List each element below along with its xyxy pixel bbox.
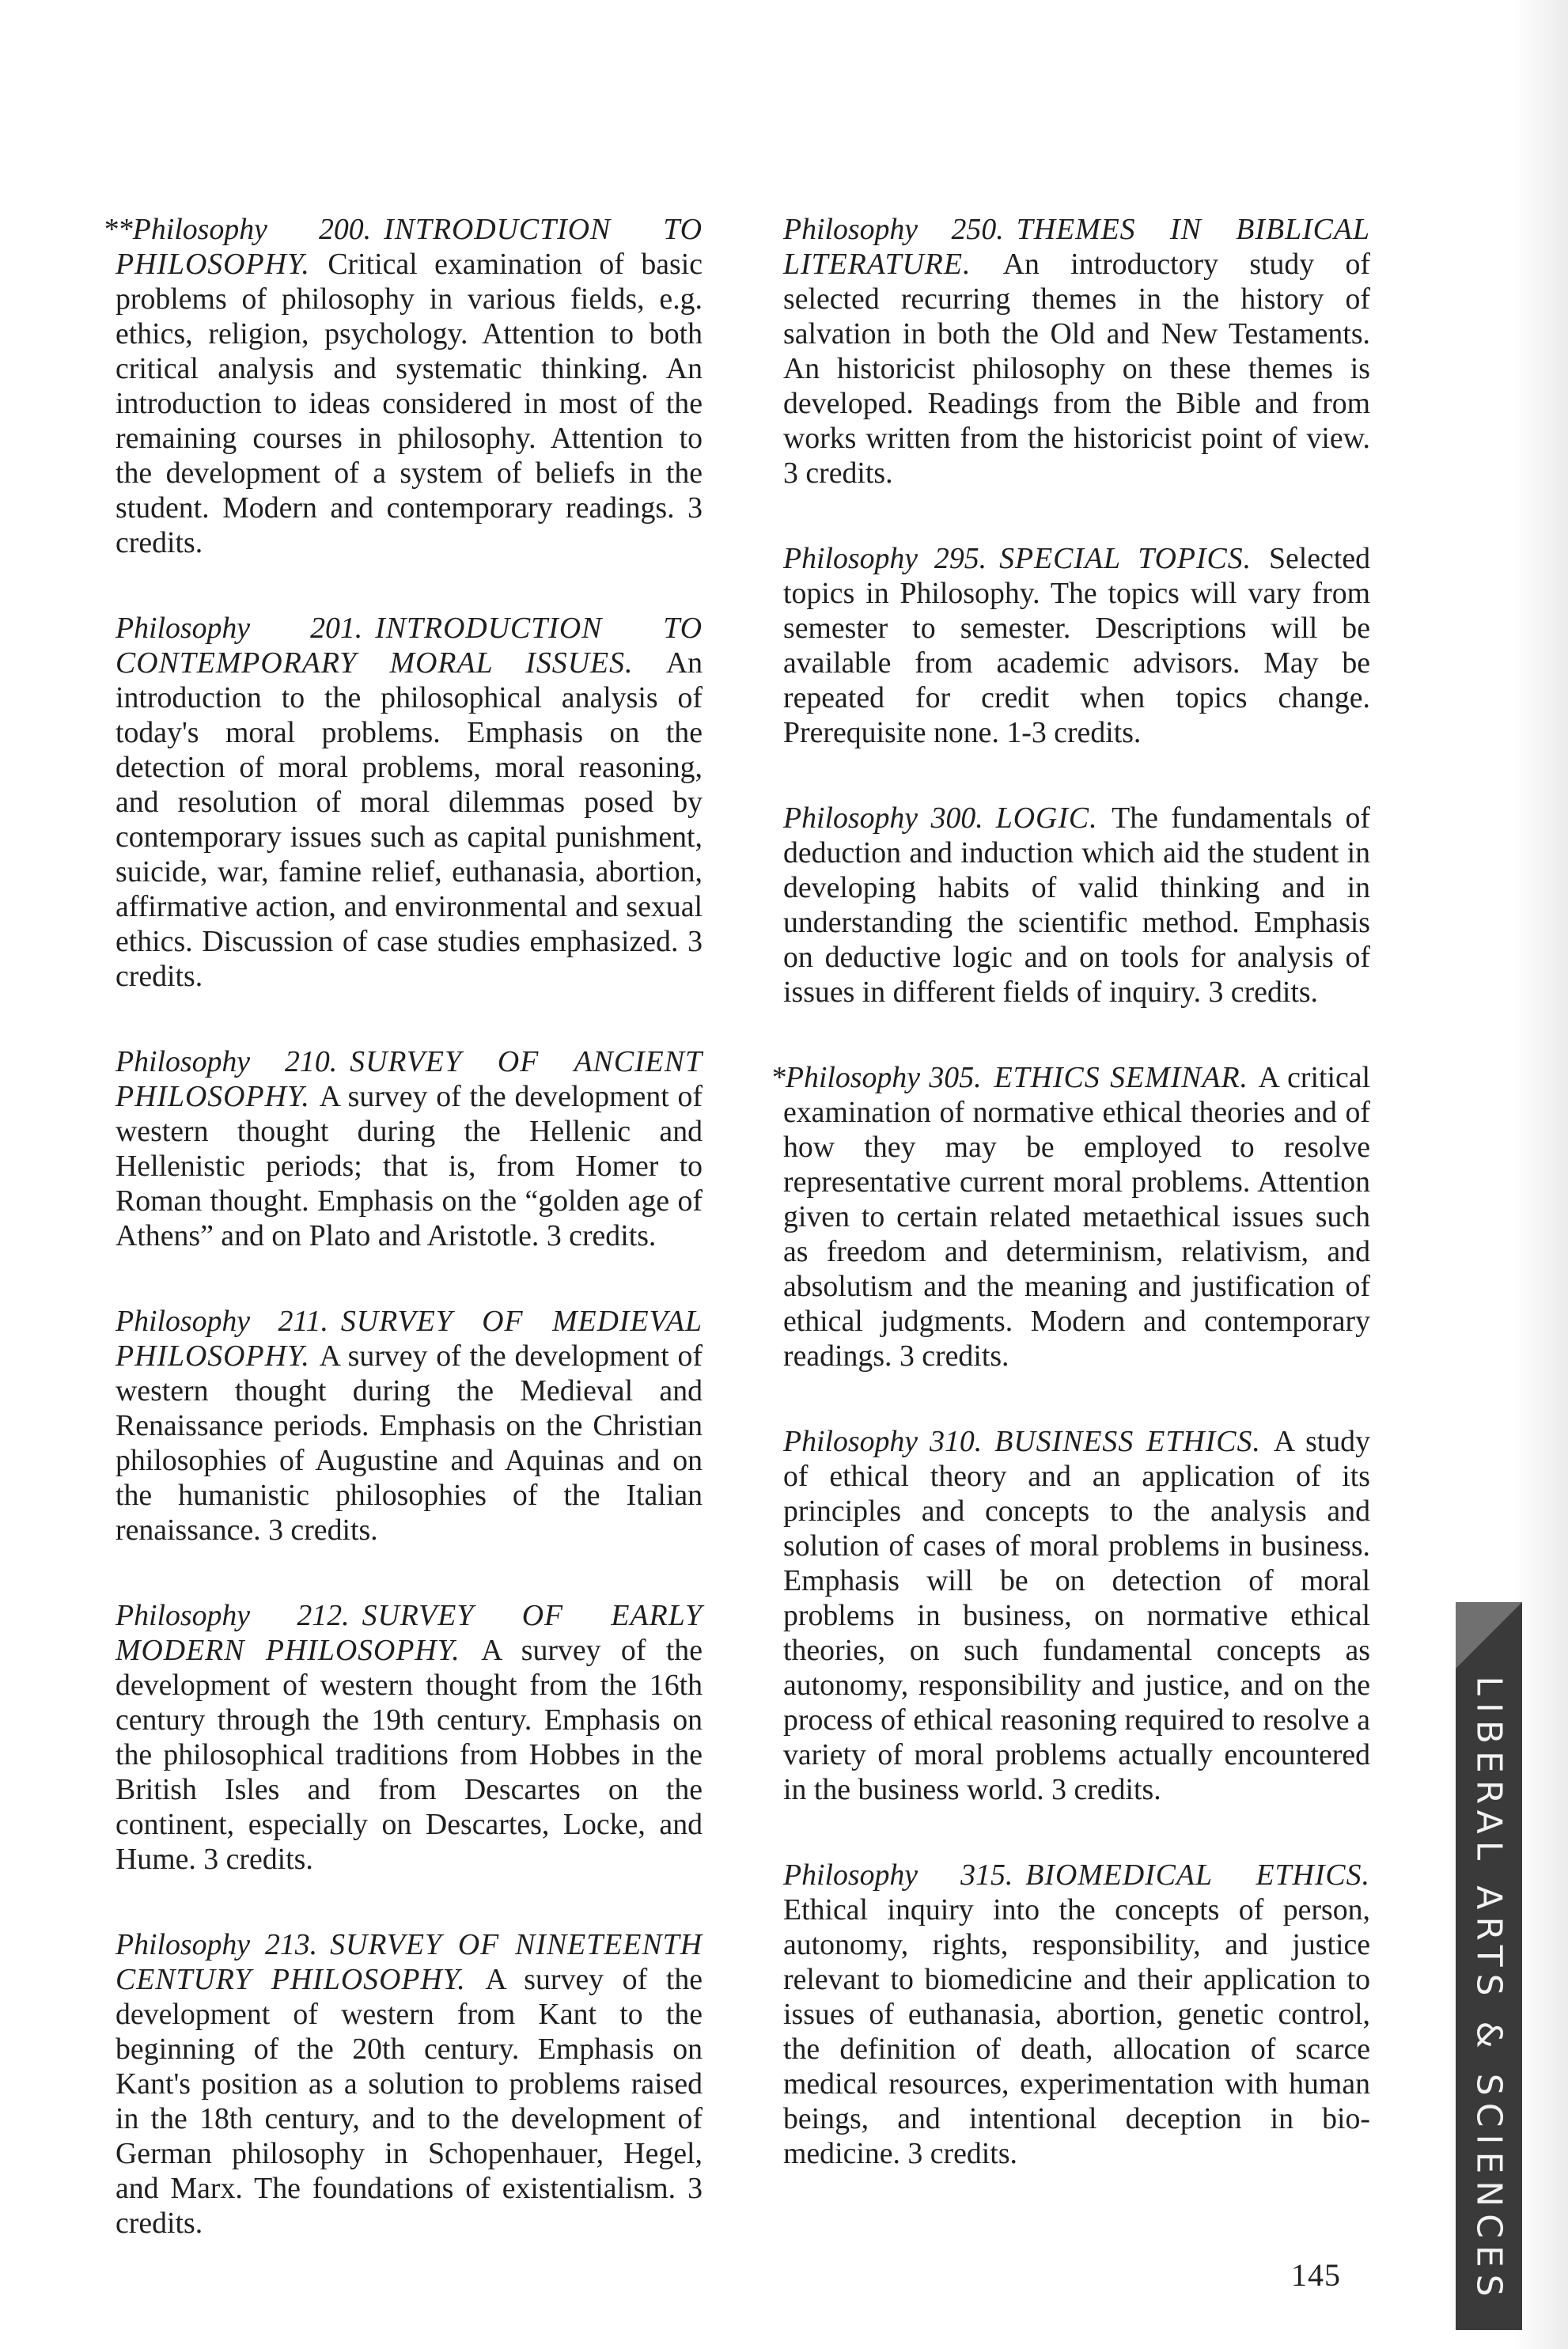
course-title: THEMES IN BIBLICAL LITERATURE. bbox=[783, 213, 1370, 281]
course-number: Philosophy 310. bbox=[783, 1425, 983, 1458]
course-title: SURVEY OF EARLY MODERN PHILOSOPHY. bbox=[116, 1599, 703, 1667]
course-title: SURVEY OF ANCIENT PHILOSOPHY. bbox=[116, 1045, 703, 1113]
course-description: An introductory study of selected recurring themes in the history of salvation in both the Old and New Testaments. An historicist philosophy on these themes is developed. Readings from the Bible and from works written from the historicist point of view. 3 credits. bbox=[783, 248, 1370, 490]
course-description: A survey of the development of western thought during the Hellenic and Hellenistic periods; that is, from Homer to Roman thought. Emphasis on the “golden age of Athens” and on Plato and Aristotle. 3 credits. bbox=[116, 1080, 703, 1252]
page-number: 145 bbox=[1291, 2257, 1341, 2293]
course-title: BUSINESS ETHICS. bbox=[994, 1425, 1261, 1458]
course-description: A survey of the development of western thought from the 16th century through the 19th century. Emphasis on the philosophical traditions from Hobbes in the British Isles and from Descartes on the continent, especially on Descartes, Locke, and Hume. 3 credits. bbox=[116, 1634, 703, 1876]
course-description: A study of ethical theory and an application of its principles and concepts to the analysis and solution of cases of moral problems in business. Emphasis will be on detection of moral problems in business, on normative ethical theories, on such fundamental concepts as autonomy, responsibility and justice, and on the process of ethical reasoning required to resolve a variety of moral problems actually encountered in the business world. 3 credits. bbox=[783, 1425, 1370, 1806]
course-title: INTRODUCTION TO PHILOSOPHY. bbox=[116, 213, 703, 281]
course-entry-philosophy-210 bbox=[116, 1044, 703, 1253]
course-entry-philosophy-211 bbox=[116, 1304, 703, 1548]
course-entry-philosophy-300 bbox=[783, 801, 1370, 1010]
course-number: Philosophy 200. bbox=[132, 213, 372, 246]
right-column bbox=[771, 212, 1370, 2222]
course-marker: ** bbox=[103, 213, 133, 246]
course-number: Philosophy 211. bbox=[116, 1305, 328, 1338]
section-tab-label: LIBERAL ARTS & SCIENCES bbox=[1468, 1676, 1509, 2304]
course-entry-philosophy-305 bbox=[771, 1060, 1370, 1373]
course-title: SPECIAL TOPICS. bbox=[999, 542, 1252, 575]
course-title: LOGIC. bbox=[995, 801, 1098, 835]
course-number: Philosophy 213. bbox=[116, 1928, 318, 1961]
course-entry-philosophy-250 bbox=[783, 212, 1370, 491]
course-description: Critical examination of basic problems of philosophy in various fields, e.g. ethics, religion, psychology. Attention to both critical analysis and systematic thinking. An introduction to ideas considered in most of the remaining courses in philosophy. Attention to the development of a system of beliefs in the student. Modern and contemporary readings. 3 credits. bbox=[116, 248, 703, 559]
course-number: Philosophy 300. bbox=[783, 801, 983, 835]
course-entry-philosophy-213 bbox=[116, 1927, 703, 2241]
course-number: Philosophy 201. bbox=[116, 612, 363, 645]
course-entry-philosophy-201 bbox=[116, 611, 703, 994]
course-number: Philosophy 210. bbox=[116, 1045, 338, 1078]
course-number: Philosophy 250. bbox=[783, 213, 1004, 246]
course-title: SURVEY OF NINETEENTH CENTURY PHILOSOPHY. bbox=[116, 1928, 703, 1996]
course-entry-philosophy-212 bbox=[116, 1598, 703, 1877]
course-number: Philosophy 295. bbox=[783, 542, 987, 575]
course-number: Philosophy 212. bbox=[116, 1599, 350, 1632]
course-description: Ethical inquiry into the concepts of person, autonomy, rights, responsibility, and justice relevant to biomedicine and their application to issues of euthanasia, abortion, genetic control, the definition of death, allocation of scarce medical resources, experimentation with human beings, and intentional deception in bio-medicine. 3 credits. bbox=[783, 1893, 1370, 2170]
course-description: An introduction to the philosophical analysis of today's moral problems. Emphasis on the detection of moral problems, moral reasoning, and resolution of moral dilemmas posed by contemporary issues such as capital punishment, suicide, war, famine relief, euthanasia, abortion, affirmative action, and environmental and sexual ethics. Discussion of case studies emphasized. 3 credits. bbox=[116, 646, 703, 993]
course-title: ETHICS SEMINAR. bbox=[994, 1061, 1248, 1094]
section-tab bbox=[1456, 1602, 1522, 2330]
course-title: BIOMEDICAL ETHICS. bbox=[1025, 1858, 1370, 1892]
course-description: A critical examination of normative ethical theories and of how they may be employed to resolve representative current moral problems. Attention given to certain related metaethical issues such as freedom and determinism, relativism, and absolutism and the meaning and justification of ethical judgments. Modern and contemporary readings. 3 credits. bbox=[783, 1061, 1370, 1373]
left-column bbox=[103, 212, 703, 2291]
course-number: Philosophy 305. bbox=[785, 1061, 982, 1094]
course-marker: * bbox=[771, 1061, 786, 1094]
course-description: Selected topics in Philosophy. The topics will vary from semester to semester. Descriptions will be available from academic advisors. May be repeated for credit when topics change. Prerequisite none. 1-3 credits. bbox=[783, 542, 1370, 749]
course-title: INTRODUCTION TO CONTEMPORARY MORAL ISSUES. bbox=[116, 612, 703, 680]
course-description: The fundamentals of deduction and induction which aid the student in developing habits of valid thinking and in understanding the scientific method. Emphasis on deductive logic and on tools for analysis of issues in different fields of inquiry. 3 credits. bbox=[783, 801, 1370, 1009]
course-title: SURVEY OF MEDIEVAL PHILOSOPHY. bbox=[116, 1305, 703, 1373]
course-description: A survey of the development of western from Kant to the beginning of the 20th century. Emphasis on Kant's position as a solution to problems raised in the 18th century, and to the development of German philosophy in Schopenhauer, Hegel, and Marx. The foundations of existentialism. 3 credits. bbox=[116, 1963, 703, 2240]
course-number: Philosophy 315. bbox=[783, 1858, 1013, 1892]
course-entry-philosophy-295 bbox=[783, 541, 1370, 750]
course-entry-philosophy-310 bbox=[783, 1424, 1370, 1807]
course-entry-philosophy-315 bbox=[783, 1858, 1370, 2171]
course-entry-philosophy-200 bbox=[103, 212, 703, 560]
course-description: A survey of the development of western thought during the Medieval and Renaissance periods. Emphasis on the Christian philosophies of Augustine and Aquinas and on the humanistic philosophies of the Italian renaissance. 3 credits. bbox=[116, 1339, 703, 1547]
